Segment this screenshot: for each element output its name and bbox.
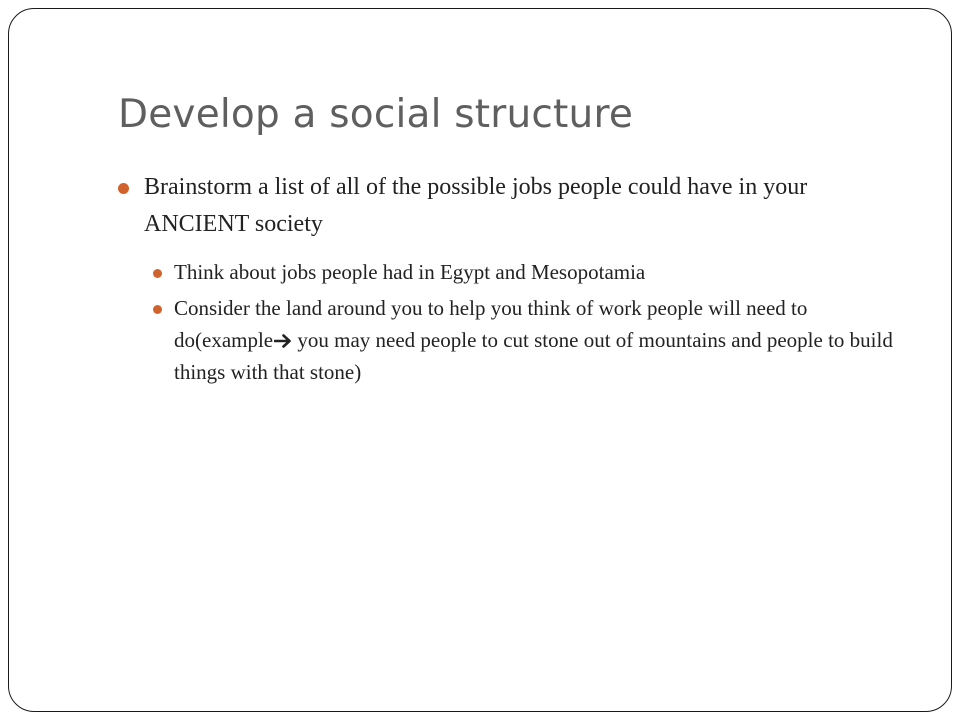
sub-bullet-2-text-before: Consider the land around you to help you think of work people will need to do(example <box>174 296 808 352</box>
sub-bullet-2-text-after: you may need people to cut stone out of mountains and people to build things with that stone) <box>174 328 893 384</box>
slide-title: Develop a social structure <box>118 92 634 137</box>
sub-bullet-2 <box>117 292 907 388</box>
bullet-main <box>117 169 907 243</box>
bullet-marker <box>153 269 162 278</box>
bullet-marker <box>153 305 162 314</box>
sub-bullet-1 <box>117 256 907 288</box>
slide <box>8 8 952 712</box>
slide-body <box>117 169 907 392</box>
bullet-marker <box>118 183 129 194</box>
sub-bullet-1-text: Think about jobs people had in Egypt and Mesopotamia <box>174 260 646 284</box>
right-arrow-icon <box>274 334 292 348</box>
bullet-main-text: Brainstorm a list of all of the possible jobs people could have in your ANCIENT society <box>144 174 808 237</box>
sub-bullet-list <box>117 256 907 388</box>
